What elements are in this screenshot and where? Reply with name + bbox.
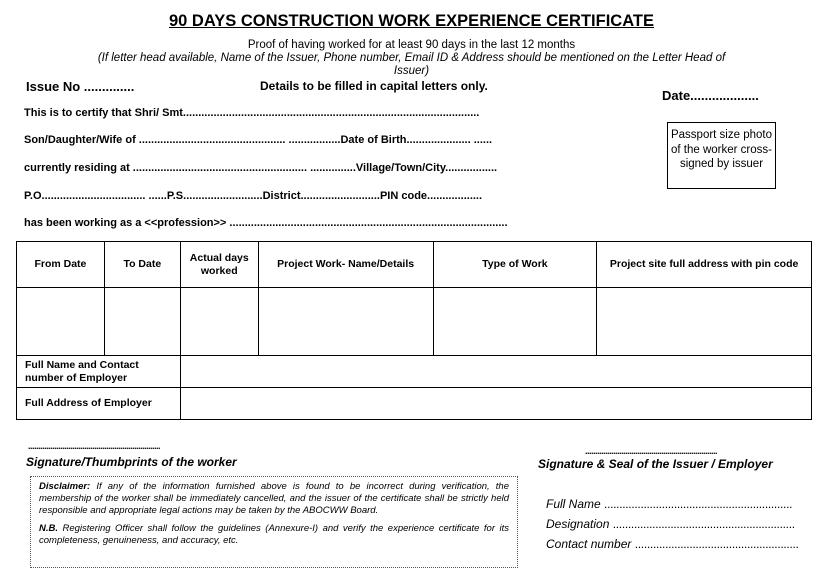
work-experience-table <box>16 241 812 420</box>
issuer-contact-field[interactable] <box>546 537 799 551</box>
header-to-date: To Date <box>104 242 180 288</box>
date-field[interactable]: Date................... <box>662 88 759 103</box>
cell-type-of-work[interactable] <box>433 288 597 356</box>
header-project-work: Project Work- Name/Details <box>258 242 433 288</box>
disclaimer-box <box>30 476 518 568</box>
worker-signature-line[interactable]: .................................................................. <box>28 441 161 451</box>
passport-photo-box: Passport size photo of the worker cross-signed by issuer <box>667 122 776 189</box>
nb-heading: N.B. <box>39 523 58 534</box>
issuer-designation-field[interactable] <box>546 517 795 531</box>
cell-to-date[interactable] <box>104 288 180 356</box>
issuer-signature-line[interactable]: .................................................................. <box>585 446 718 456</box>
employer-name-row <box>17 356 812 388</box>
cell-site-address[interactable] <box>597 288 812 356</box>
contact-label: Contact number <box>546 537 632 551</box>
relation-dob-line[interactable]: Son/Daughter/Wife of ................................................ .................Date of Birth..................... ...... <box>24 134 493 146</box>
header-from-date: From Date <box>17 242 105 288</box>
header-site-address: Project site full address with pin code <box>597 242 812 288</box>
designation-label: Designation <box>546 517 610 531</box>
address-pin-line[interactable]: P.O.................................. ......P.S..........................District..........................PIN code.................. <box>24 190 483 202</box>
table-header-row <box>17 242 812 288</box>
issuer-full-name-field[interactable] <box>546 497 792 511</box>
disclaimer-heading: Disclaimer: <box>39 481 91 492</box>
employer-name-cell[interactable] <box>180 356 811 388</box>
cell-actual-days[interactable] <box>180 288 258 356</box>
employer-address-row <box>17 388 812 420</box>
residence-line[interactable]: currently residing at ......................................................... ...............Village/Town/City................. <box>24 162 498 174</box>
cell-project-work[interactable] <box>258 288 433 356</box>
employer-address-cell[interactable] <box>180 388 811 420</box>
subtitle: Proof of having worked for at least 90 days in the last 12 months <box>247 39 576 51</box>
nb-text: Registering Officer shall follow the guidelines (Annexure-I) and verify the experience certificate for its completeness, genuineness, and accuracy, etc. <box>39 523 509 546</box>
designation-dots: ............................................................ <box>612 517 795 531</box>
contact-dots: ...................................................... <box>634 537 799 551</box>
certificate-title: 90 DAYS CONSTRUCTION WORK EXPERIENCE CERTIFICATE <box>169 12 654 30</box>
full-name-dots: .............................................................. <box>604 497 793 511</box>
cell-from-date[interactable] <box>17 288 105 356</box>
worker-signature-label: Signature/Thumbprints of the worker <box>26 455 237 469</box>
employer-name-label: Full Name and Contact number of Employer <box>17 356 181 388</box>
profession-line[interactable]: has been working as a <<profession>> ........................................................................................... <box>24 217 508 229</box>
capital-letters-note: Details to be filled in capital letters only. <box>260 79 488 93</box>
employer-address-label: Full Address of Employer <box>17 388 181 420</box>
certify-name-line[interactable]: This is to certify that Shri/ Smt................................................................................................. <box>24 107 480 119</box>
letterhead-note: (If letter head available, Name of the Issuer, Phone number, Email ID & Address should be mentioned on the Letter Head of Issuer) <box>97 52 726 77</box>
issue-no-field[interactable]: Issue No .............. <box>26 79 135 94</box>
full-name-label: Full Name <box>546 497 601 511</box>
header-actual-days: Actual days worked <box>180 242 258 288</box>
table-row <box>17 288 812 356</box>
issuer-signature-label: Signature & Seal of the Issuer / Employer <box>538 457 773 471</box>
disclaimer-text: If any of the information furnished above is found to be incorrect during verification, the membership of the worker shall be immediately cancelled, and the issuer of the certificate shall be strictly held responsible and appropriate legal actions may be taken by the ABOCWW Board. <box>39 481 509 516</box>
header-type-of-work: Type of Work <box>433 242 597 288</box>
